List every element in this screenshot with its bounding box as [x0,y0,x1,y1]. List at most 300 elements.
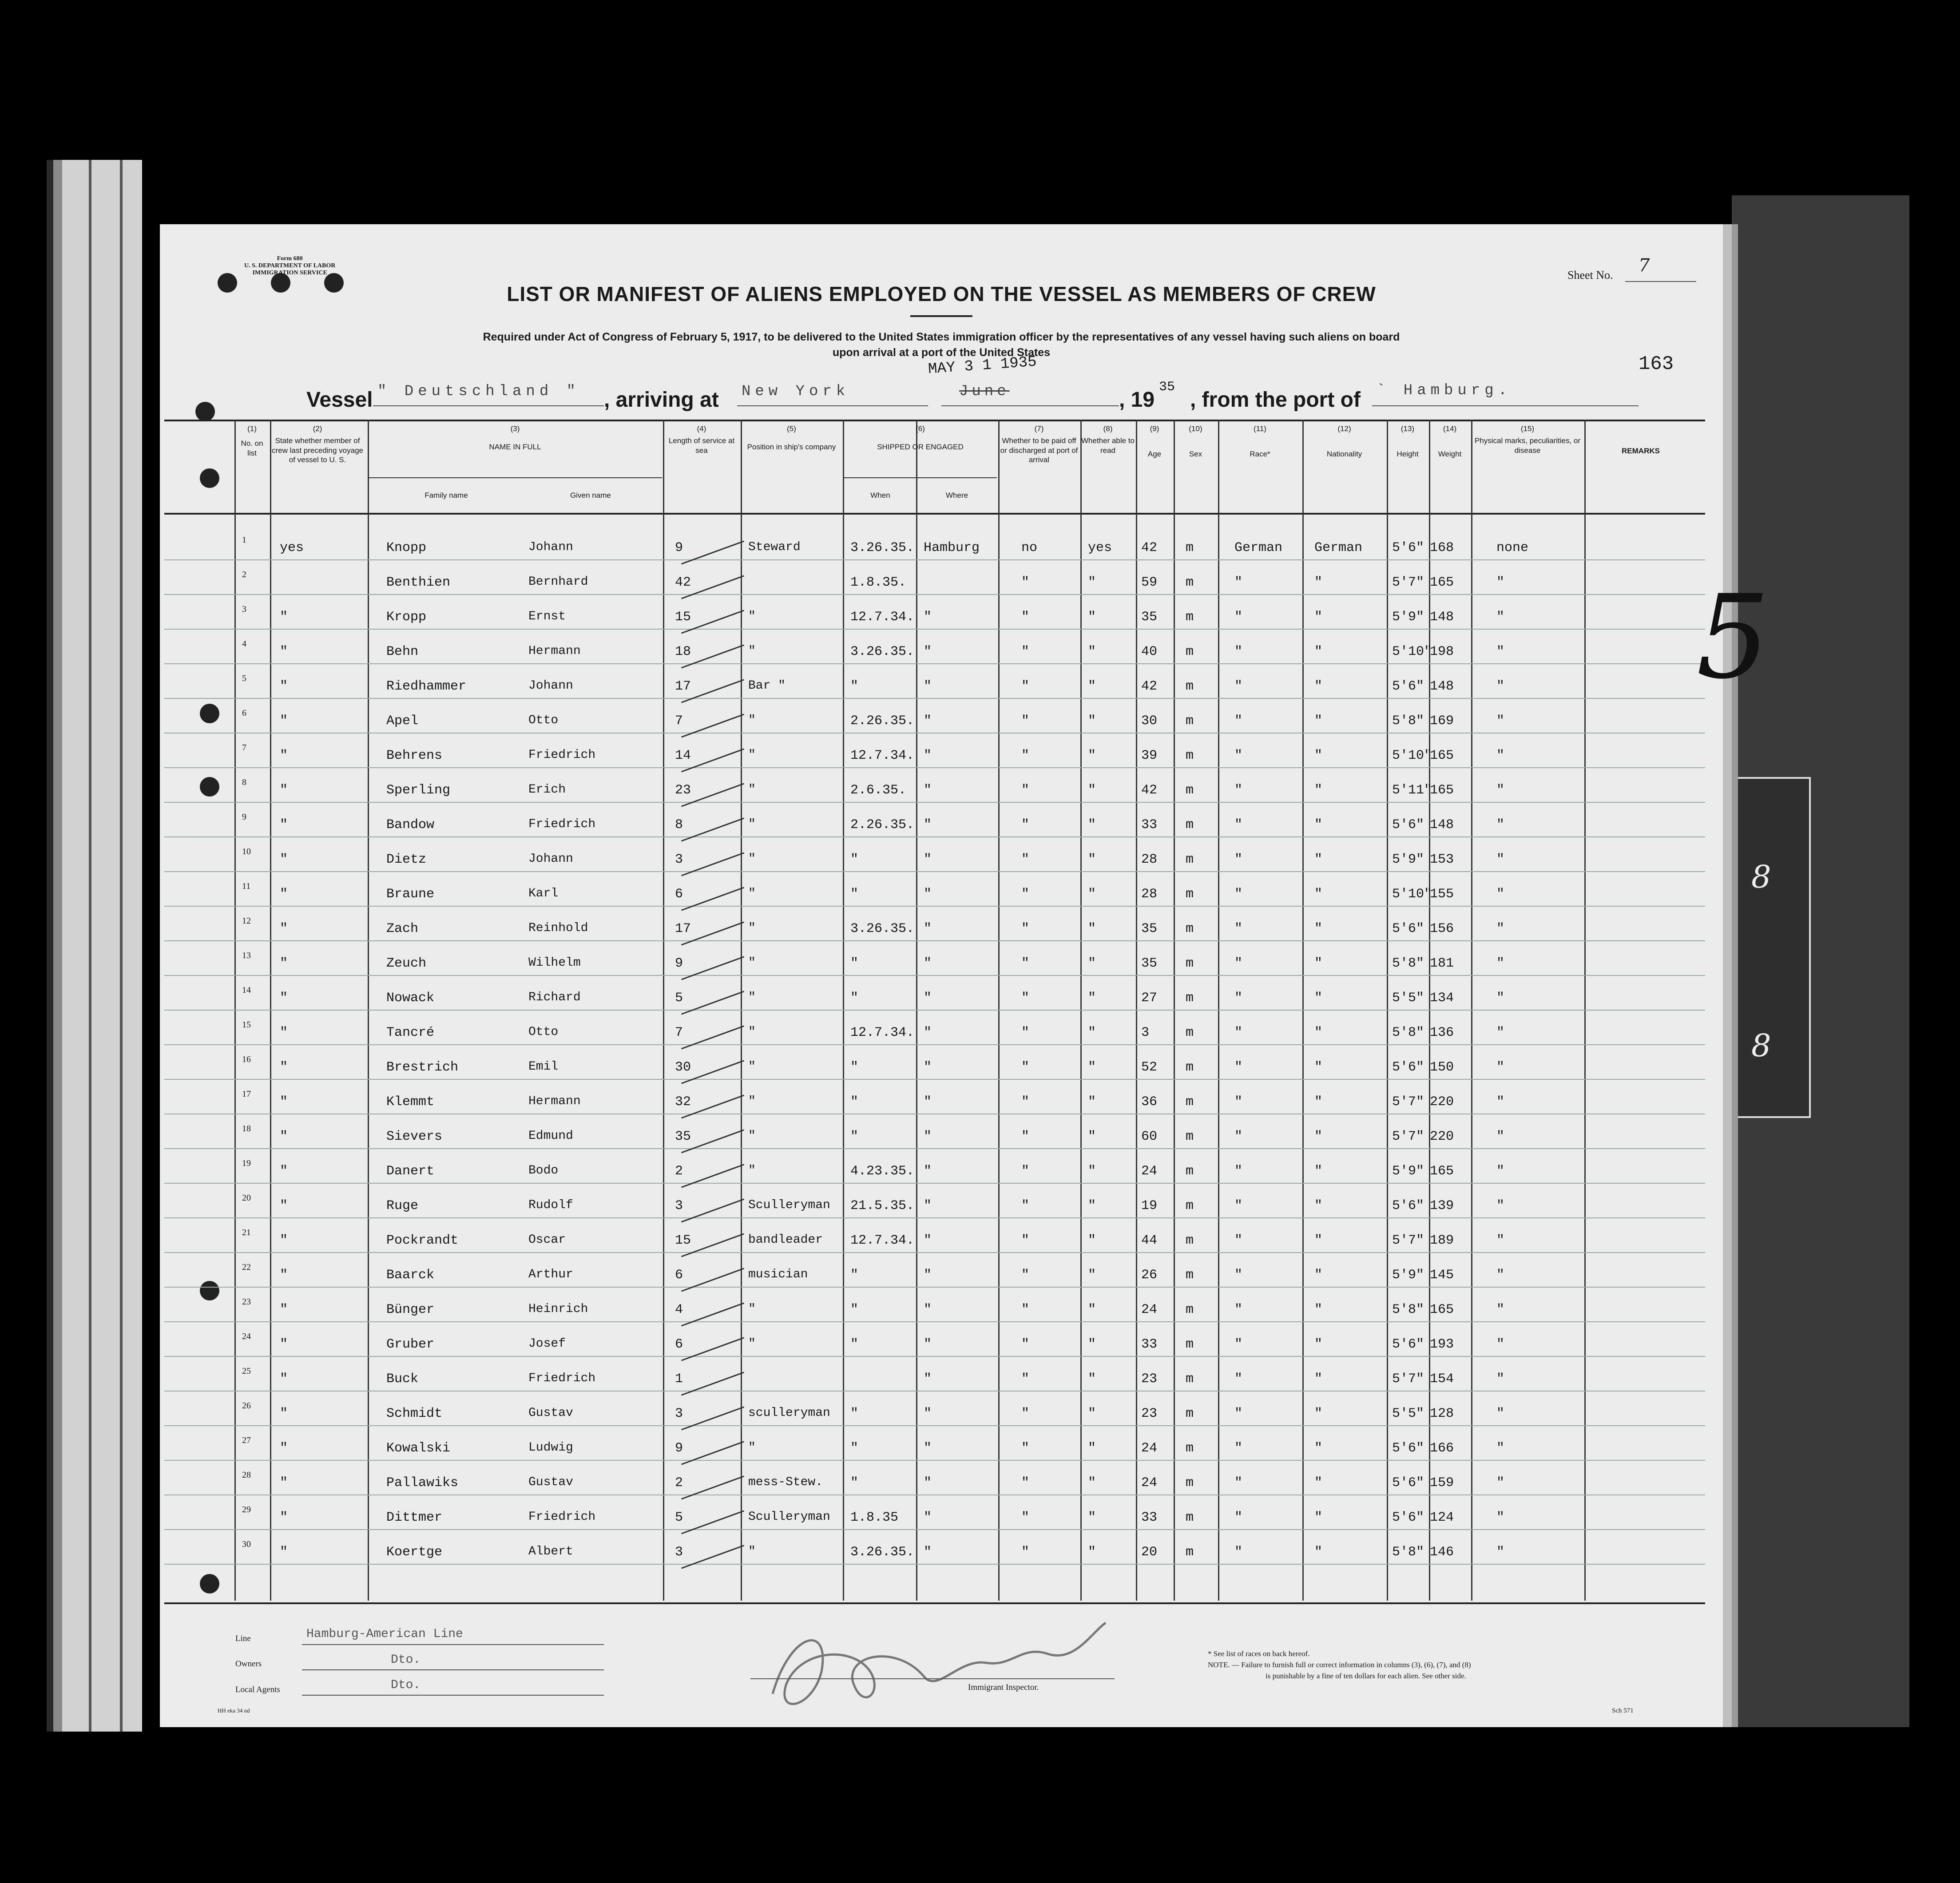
cell-physical-marks: " [1496,921,1505,936]
form-subtitle: upon arrival at a port of the United States [832,346,1051,359]
cell-list-number: 12 [242,916,251,926]
col-age: (9) Age [1147,424,1162,459]
cell-shipped-when: " [850,1129,859,1144]
cell-paid-off: " [1021,714,1030,729]
cell-position: sculleryman [748,1406,830,1420]
cell-nationality: " [1314,921,1323,936]
cell-age: 28 [1141,887,1158,902]
cell-given-name: Johann [528,852,573,866]
cell-position: " [748,817,756,831]
cell-service-length: 3 [675,1545,683,1560]
cell-family-name: Dittmer [386,1510,443,1525]
cell-family-name: Kowalski [386,1441,451,1456]
cell-shipped-where: " [924,783,932,798]
cell-list-number: 13 [242,951,251,960]
cell-service-length: 2 [675,1475,683,1491]
cell-able-to-read: " [1088,1337,1096,1352]
cell-list-number: 16 [242,1054,251,1064]
cell-able-to-read: " [1088,956,1096,971]
cell-weight: 148 [1430,817,1454,832]
cell-previous-voyage: " [280,817,288,832]
cell-weight: 156 [1430,921,1454,936]
from-port: ` Hamburg. [1377,382,1512,399]
cell-paid-off: " [1021,887,1030,902]
cell-weight: 134 [1430,991,1454,1006]
cell-nationality: " [1314,644,1323,659]
cell-list-number: 5 [242,674,246,683]
race-note: * See list of races on back hereof. [1208,1649,1310,1658]
cell-shipped-where: " [924,1302,932,1317]
cell-able-to-read: " [1088,921,1096,936]
row-rule [164,1252,1705,1253]
cell-sex: m [1186,921,1194,936]
cell-given-name: Hermann [528,1094,581,1108]
cell-service-length: 30 [675,1060,691,1075]
col-height: (13) Height [1397,424,1419,459]
cell-sex: m [1186,1337,1194,1352]
cell-shipped-where: " [924,1164,932,1179]
cell-shipped-when: 12.7.34. [850,1233,915,1248]
cell-physical-marks: " [1496,679,1505,694]
cell-age: 42 [1141,540,1158,555]
cell-sex: m [1186,783,1194,798]
cell-age: 26 [1141,1268,1158,1283]
cell-service-length: 42 [675,575,691,590]
cell-nationality: " [1314,1510,1323,1525]
cell-previous-voyage: " [280,852,288,867]
cell-nationality: " [1314,1545,1323,1560]
cell-race: " [1234,1164,1243,1179]
cell-nationality: " [1314,1372,1323,1387]
cell-height: 5'6" [1392,921,1424,936]
cell-physical-marks: " [1496,1268,1505,1283]
row-rule [164,767,1705,768]
cell-nationality: " [1314,852,1323,867]
row-rule [164,1425,1705,1426]
cell-position: " [748,714,756,727]
cell-previous-voyage: " [280,644,288,659]
cell-age: 20 [1141,1545,1158,1560]
cell-shipped-where: " [924,1268,932,1283]
cell-shipped-where: " [924,1233,932,1248]
cell-shipped-where: " [924,714,932,729]
sheet-label: Sheet No. [1567,269,1613,281]
row-rule [164,629,1705,630]
cell-previous-voyage: " [280,1198,288,1213]
cell-list-number: 26 [242,1401,251,1411]
cell-service-length: 7 [675,714,683,729]
cell-nationality: " [1314,991,1323,1006]
margin-tally-box [1723,777,1811,1118]
cell-position: Sculleryman [748,1510,830,1524]
cell-age: 24 [1141,1302,1158,1317]
cell-shipped-where: " [924,1441,932,1456]
cell-weight: 165 [1430,575,1454,590]
cell-previous-voyage: " [280,1233,288,1248]
col-name: (3) NAME IN FULL [489,424,541,452]
line-label: Line [235,1634,251,1643]
row-rule [164,1529,1705,1530]
cell-physical-marks: " [1496,714,1505,729]
cell-weight: 220 [1430,1094,1454,1110]
cell-race: " [1234,1094,1243,1110]
cell-service-length: 17 [675,921,691,936]
cell-height: 5'5" [1392,991,1424,1006]
cell-family-name: Behn [386,644,419,659]
cell-family-name: Danert [386,1164,435,1179]
cell-physical-marks: " [1496,1233,1505,1248]
cell-nationality: " [1314,887,1323,902]
cell-family-name: Schmidt [386,1406,443,1421]
cell-race: German [1234,540,1283,555]
cell-paid-off: " [1021,1545,1030,1560]
cell-paid-off: " [1021,921,1030,936]
cell-family-name: Riedhammer [386,679,467,694]
cell-able-to-read: " [1088,610,1096,625]
cell-shipped-where: Hamburg [924,540,980,555]
cell-position: " [748,1094,756,1108]
cell-sex: m [1186,991,1194,1006]
cell-family-name: Ruge [386,1198,419,1213]
cell-position: " [748,748,756,762]
cell-height: 5'6" [1392,540,1424,555]
cell-physical-marks: " [1496,1441,1505,1456]
cell-sex: m [1186,1060,1194,1075]
cell-able-to-read: " [1088,1372,1096,1387]
note-line: NOTE. — Failure to furnish full or correct information in columns (3), (6), (7), and (8) [1208,1661,1471,1669]
cell-age: 24 [1141,1475,1158,1491]
cell-given-name: Erich [528,783,566,797]
cell-age: 33 [1141,1510,1158,1525]
cell-race: " [1234,852,1243,867]
cell-age: 59 [1141,575,1158,590]
cell-physical-marks: " [1496,1164,1505,1179]
cell-previous-voyage: " [280,1372,288,1387]
col-shipped-when: When [870,491,890,499]
cell-shipped-when: 12.7.34. [850,610,915,625]
cell-sex: m [1186,1094,1194,1110]
cell-height: 5'7" [1392,1094,1424,1110]
year-label: , 19 [1119,388,1155,412]
cell-previous-voyage: " [280,956,288,971]
cell-sex: m [1186,817,1194,832]
cell-weight: 165 [1430,1164,1454,1179]
row-rule [164,1564,1705,1565]
cell-race: " [1234,714,1243,729]
cell-race: " [1234,1475,1243,1491]
cell-sex: m [1186,956,1194,971]
cell-shipped-when: 4.23.35. [850,1164,915,1179]
cell-list-number: 9 [242,812,246,822]
cell-given-name: Otto [528,1025,559,1039]
cell-sex: m [1186,1198,1194,1213]
cell-able-to-read: " [1088,1441,1096,1456]
cell-family-name: Zach [386,921,419,936]
cell-paid-off: " [1021,1164,1030,1179]
row-rule [164,1217,1705,1218]
cell-sex: m [1186,679,1194,694]
cell-shipped-when: 2.6.35. [850,783,907,798]
cell-height: 5'8" [1392,1302,1424,1317]
vessel-name: " Deutschland " [377,383,580,400]
cell-nationality: " [1314,748,1323,763]
cell-shipped-where: " [924,679,932,694]
cell-age: 42 [1141,783,1158,798]
cell-previous-voyage: " [280,1164,288,1179]
row-rule [164,871,1705,872]
cell-height: 5'9" [1392,1164,1424,1179]
cell-shipped-where: " [924,1129,932,1144]
schedule-code: Sch 571 [1612,1707,1634,1714]
cell-race: " [1234,817,1243,832]
col-physical-marks: (15) Physical marks, peculiarities, or disease [1474,424,1581,455]
cell-weight: 220 [1430,1129,1454,1144]
cell-shipped-when: " [850,1094,859,1110]
cell-nationality: " [1314,1441,1323,1456]
cell-physical-marks: " [1496,783,1505,798]
cell-position: bandleader [748,1233,823,1247]
cell-nationality: " [1314,1406,1323,1421]
cell-age: 33 [1141,817,1158,832]
cell-height: 5'7" [1392,1372,1424,1387]
cell-shipped-when: " [850,887,859,902]
cell-sex: m [1186,1510,1194,1525]
cell-physical-marks: " [1496,644,1505,659]
cell-family-name: Pockrandt [386,1233,459,1248]
manifest-page [160,224,1770,1727]
cell-position: Steward [748,540,801,554]
cell-sex: m [1186,575,1194,590]
cell-able-to-read: " [1088,575,1096,590]
cell-service-length: 6 [675,887,683,902]
cell-list-number: 10 [242,847,251,856]
cell-age: 23 [1141,1372,1158,1387]
cell-given-name: Reinhold [528,921,588,935]
arrival-month: June [959,383,1010,400]
row-rule [164,663,1705,664]
col-remarks: REMARKS [1622,447,1660,455]
cell-height: 5'8" [1392,956,1424,971]
cell-given-name: Oscar [528,1233,566,1247]
cell-paid-off: " [1021,991,1030,1006]
cell-service-length: 6 [675,1337,683,1352]
cell-previous-voyage: " [280,679,288,694]
col-nationality: (12) Nationality [1326,424,1362,459]
cell-list-number: 18 [242,1124,251,1134]
cell-list-number: 20 [242,1193,251,1203]
cell-physical-marks: " [1496,991,1505,1006]
cell-family-name: Tancré [386,1025,435,1040]
cell-nationality: " [1314,1233,1323,1248]
cell-shipped-when: " [850,1441,859,1456]
col-shipped-where: Where [945,491,968,499]
row-rule [164,836,1705,837]
cell-list-number: 27 [242,1435,251,1445]
date-stamp: MAY 3 1 1935 [927,353,1037,378]
cell-weight: 153 [1430,852,1454,867]
cell-given-name: Johann [528,540,573,554]
cell-given-name: Wilhelm [528,956,581,970]
cell-previous-voyage: " [280,1441,288,1456]
cell-previous-voyage: " [280,1025,288,1040]
cell-race: " [1234,748,1243,763]
row-rule [164,1183,1705,1184]
cell-sex: m [1186,1475,1194,1491]
cell-given-name: Johann [528,679,573,693]
cell-list-number: 7 [242,743,246,753]
cell-list-number: 15 [242,1020,251,1030]
cell-previous-voyage: " [280,748,288,763]
form-id: Form 680 U. S. DEPARTMENT OF LABOR IMMIGRATION SERVICE [244,255,336,277]
col-shipped: (6) SHIPPED OR ENGAGED [877,424,964,452]
cell-service-length: 4 [675,1302,683,1317]
cell-height: 5'6" [1392,679,1424,694]
cell-race: " [1234,1372,1243,1387]
row-rule [164,1460,1705,1461]
cell-sex: m [1186,1441,1194,1456]
row-rule [164,975,1705,976]
cell-given-name: Karl [528,887,559,900]
cell-height: 5'6" [1392,1060,1424,1075]
cell-paid-off: " [1021,852,1030,867]
cell-paid-off: " [1021,1025,1030,1040]
cell-service-length: 8 [675,817,683,832]
col-position: (5) Position in ship's company [747,424,836,452]
cell-position: Sculleryman [748,1198,830,1212]
cell-shipped-where: " [924,1475,932,1491]
cell-nationality: " [1314,1025,1323,1040]
cell-position: " [748,1337,756,1351]
cell-service-length: 1 [675,1372,683,1387]
cell-shipped-where: " [924,1545,932,1560]
cell-sex: m [1186,644,1194,659]
cell-position: " [748,1545,756,1558]
cell-paid-off: " [1021,1510,1030,1525]
cell-service-length: 6 [675,1268,683,1283]
cell-given-name: Albert [528,1545,573,1558]
cell-physical-marks: " [1496,1094,1505,1110]
cell-shipped-where: " [924,1198,932,1213]
cell-race: " [1234,991,1243,1006]
cell-sex: m [1186,1545,1194,1560]
row-rule [164,559,1705,560]
cell-race: " [1234,1510,1243,1525]
cell-family-name: Pallawiks [386,1475,459,1491]
row-rule [164,1321,1705,1322]
cell-physical-marks: " [1496,852,1505,867]
cell-shipped-where: " [924,610,932,625]
cell-list-number: 1 [242,535,246,545]
col-family-name: Family name [425,491,468,499]
cell-sex: m [1186,1025,1194,1040]
col-given-name: Given name [570,491,611,499]
cell-able-to-read: " [1088,1268,1096,1283]
cell-weight: 145 [1430,1268,1454,1283]
cell-nationality: " [1314,714,1323,729]
cell-family-name: Sperling [386,783,451,798]
cell-family-name: Bandow [386,817,435,832]
cell-sex: m [1186,714,1194,729]
agents-value: Dto. [391,1678,421,1692]
cell-height: 5'9" [1392,1268,1424,1283]
cell-position: " [748,1060,756,1074]
cell-service-length: 23 [675,783,691,798]
cell-family-name: Nowack [386,991,435,1006]
cell-service-length: 15 [675,1233,691,1248]
cell-height: 5'10" [1392,748,1432,763]
inspector-signature [737,1605,1137,1720]
cell-nationality: " [1314,1164,1323,1179]
cell-age: 28 [1141,852,1158,867]
cell-physical-marks: " [1496,1372,1505,1387]
cell-previous-voyage: " [280,610,288,625]
cell-able-to-read: " [1088,783,1096,798]
cell-paid-off: " [1021,1268,1030,1283]
cell-given-name: Gustav [528,1406,573,1420]
cell-race: " [1234,887,1243,902]
cell-height: 5'10" [1392,887,1432,902]
tally-value: 8 [1751,859,1771,895]
cell-able-to-read: " [1088,1510,1096,1525]
cell-previous-voyage: " [280,1094,288,1110]
cell-height: 5'5" [1392,1406,1424,1421]
cell-physical-marks: " [1496,956,1505,971]
cell-height: 5'6" [1392,1510,1424,1525]
cell-able-to-read: " [1088,1198,1096,1213]
cell-previous-voyage: " [280,1475,288,1491]
cell-weight: 166 [1430,1441,1454,1456]
tally-value: 8 [1751,1027,1771,1064]
cell-given-name: Friedrich [528,1372,596,1385]
cell-list-number: 14 [242,985,251,995]
cell-race: " [1234,1268,1243,1283]
cell-race: " [1234,1302,1243,1317]
cell-able-to-read: " [1088,714,1096,729]
cell-paid-off: " [1021,1198,1030,1213]
cell-paid-off: " [1021,610,1030,625]
cell-list-number: 22 [242,1262,251,1272]
cell-shipped-when: 3.26.35. [850,540,915,555]
cell-height: 5'9" [1392,610,1424,625]
cell-height: 5'7" [1392,1129,1424,1144]
col-weight: (14) Weight [1438,424,1462,459]
cell-paid-off: " [1021,748,1030,763]
cell-paid-off: " [1021,956,1030,971]
cell-given-name: Josef [528,1337,566,1351]
cell-shipped-when: " [850,1302,859,1317]
cell-shipped-when: " [850,991,859,1006]
cell-able-to-read: yes [1088,540,1112,555]
cell-physical-marks: " [1496,1060,1505,1075]
cell-given-name: Bodo [528,1164,559,1177]
cell-paid-off: no [1021,540,1038,555]
cell-previous-voyage: " [280,783,288,798]
cell-paid-off: " [1021,575,1030,590]
title-rule [910,315,972,317]
cell-shipped-when: " [850,1406,859,1421]
cell-position: " [748,1164,756,1177]
cell-nationality: " [1314,1094,1323,1110]
cell-weight: 169 [1430,714,1454,729]
cell-physical-marks: " [1496,1475,1505,1491]
cell-shipped-when: " [850,1268,859,1283]
cell-position: Bar " [748,679,786,693]
cell-able-to-read: " [1088,1164,1096,1179]
cell-given-name: Richard [528,991,581,1004]
cell-given-name: Friedrich [528,1510,596,1524]
cell-family-name: Gruber [386,1337,435,1352]
cell-given-name: Friedrich [528,817,596,831]
